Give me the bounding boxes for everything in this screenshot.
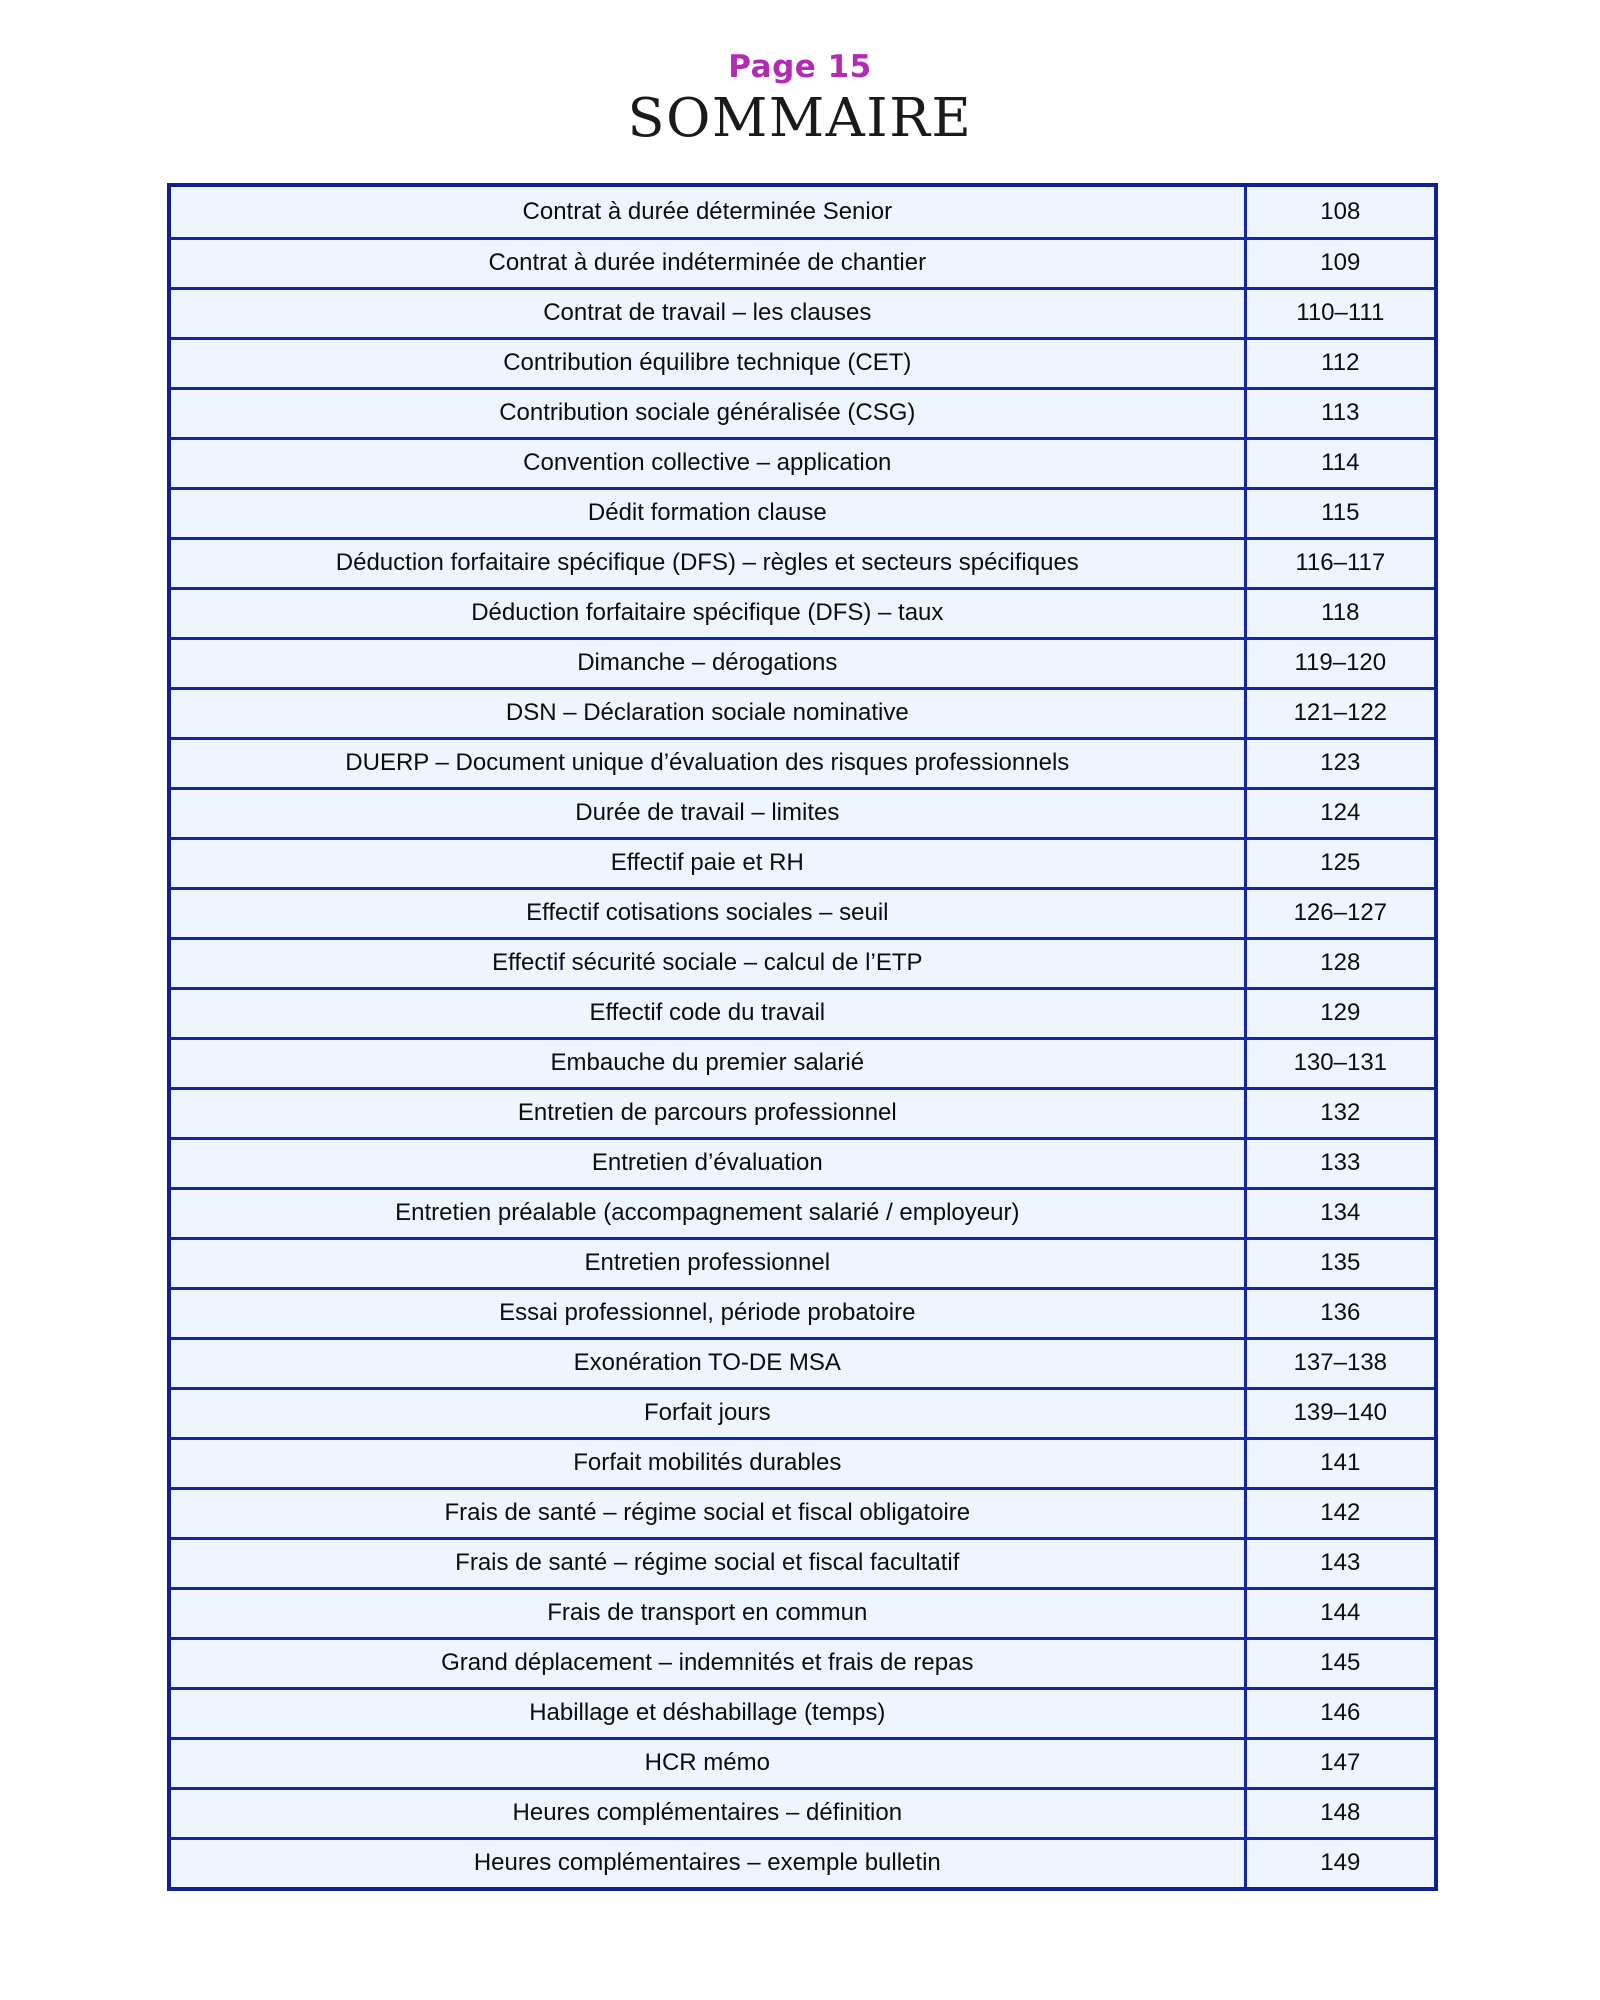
toc-entry-page[interactable]: 133: [1247, 1137, 1434, 1187]
toc-entry-title[interactable]: Frais de transport en commun: [171, 1587, 1247, 1637]
toc-entry-page[interactable]: 136: [1247, 1287, 1434, 1337]
toc-entry-page[interactable]: 121–122: [1247, 687, 1434, 737]
toc-entry-page[interactable]: 139–140: [1247, 1387, 1434, 1437]
toc-entry-page[interactable]: 114: [1247, 437, 1434, 487]
table-row[interactable]: [171, 1087, 1434, 1137]
toc-entry-page[interactable]: 147: [1247, 1737, 1434, 1787]
table-row[interactable]: [171, 837, 1434, 887]
toc-entry-title[interactable]: Frais de santé – régime social et fiscal facultatif: [171, 1537, 1247, 1587]
toc-entry-title[interactable]: Essai professionnel, période probatoire: [171, 1287, 1247, 1337]
table-row[interactable]: [171, 187, 1434, 237]
toc-entry-page[interactable]: 144: [1247, 1587, 1434, 1637]
table-row[interactable]: [171, 387, 1434, 437]
toc-entry-page[interactable]: 132: [1247, 1087, 1434, 1137]
page-title: SOMMAIRE: [627, 88, 973, 149]
toc-entry-page[interactable]: 126–127: [1247, 887, 1434, 937]
toc-entry-title[interactable]: Effectif paie et RH: [171, 837, 1247, 887]
table-row[interactable]: [171, 1587, 1434, 1637]
toc-entry-title[interactable]: Entretien professionnel: [171, 1237, 1247, 1287]
toc-entry-page[interactable]: 143: [1247, 1537, 1434, 1587]
toc-entry-title[interactable]: Convention collective – application: [171, 437, 1247, 487]
toc-entry-title[interactable]: DUERP – Document unique d’évaluation des risques professionnels: [171, 737, 1247, 787]
toc-entry-title[interactable]: Déduction forfaitaire spécifique (DFS) – règles et secteurs spécifiques: [171, 537, 1247, 587]
table-row[interactable]: [171, 1387, 1434, 1437]
table-row[interactable]: [171, 1237, 1434, 1287]
toc-entry-title[interactable]: Contribution équilibre technique (CET): [171, 337, 1247, 387]
table-row[interactable]: [171, 337, 1434, 387]
toc-entry-page[interactable]: 125: [1247, 837, 1434, 887]
table-row[interactable]: [171, 1737, 1434, 1787]
table-row[interactable]: [171, 987, 1434, 1037]
toc-entry-page[interactable]: 129: [1247, 987, 1434, 1037]
toc-entry-page[interactable]: 145: [1247, 1637, 1434, 1687]
toc-entry-page[interactable]: 123: [1247, 737, 1434, 787]
toc-entry-title[interactable]: Entretien préalable (accompagnement salarié / employeur): [171, 1187, 1247, 1237]
toc-entry-title[interactable]: Entretien d’évaluation: [171, 1137, 1247, 1187]
toc-entry-title[interactable]: Habillage et déshabillage (temps): [171, 1687, 1247, 1737]
toc-entry-title[interactable]: Entretien de parcours professionnel: [171, 1087, 1247, 1137]
table-row[interactable]: [171, 637, 1434, 687]
toc-entry-page[interactable]: 110–111: [1247, 287, 1434, 337]
table-row[interactable]: [171, 1137, 1434, 1187]
toc-entry-page[interactable]: 134: [1247, 1187, 1434, 1237]
toc-entry-title[interactable]: Durée de travail – limites: [171, 787, 1247, 837]
table-row[interactable]: [171, 887, 1434, 937]
table-row[interactable]: [171, 587, 1434, 637]
toc-entry-page[interactable]: 116–117: [1247, 537, 1434, 587]
table-row[interactable]: [171, 1837, 1434, 1887]
toc-entry-page[interactable]: 108: [1247, 187, 1434, 237]
table-row[interactable]: [171, 687, 1434, 737]
toc-entry-title[interactable]: Dédit formation clause: [171, 487, 1247, 537]
table-row[interactable]: [171, 1337, 1434, 1387]
toc-entry-page[interactable]: 137–138: [1247, 1337, 1434, 1387]
toc-table-body: [171, 187, 1434, 1887]
toc-entry-page[interactable]: 119–120: [1247, 637, 1434, 687]
table-row[interactable]: [171, 1487, 1434, 1537]
toc-entry-title[interactable]: Effectif sécurité sociale – calcul de l’ETP: [171, 937, 1247, 987]
toc-entry-title[interactable]: Effectif cotisations sociales – seuil: [171, 887, 1247, 937]
toc-entry-title[interactable]: Contrat de travail – les clauses: [171, 287, 1247, 337]
table-row[interactable]: [171, 537, 1434, 587]
toc-entry-page[interactable]: 109: [1247, 237, 1434, 287]
table-row[interactable]: [171, 1637, 1434, 1687]
toc-entry-title[interactable]: Forfait mobilités durables: [171, 1437, 1247, 1487]
toc-entry-title[interactable]: Heures complémentaires – définition: [171, 1787, 1247, 1837]
toc-entry-title[interactable]: Contribution sociale généralisée (CSG): [171, 387, 1247, 437]
page-header: [0, 0, 1600, 147]
toc-entry-title[interactable]: Embauche du premier salarié: [171, 1037, 1247, 1087]
toc-entry-page[interactable]: 128: [1247, 937, 1434, 987]
toc-entry-title[interactable]: HCR mémo: [171, 1737, 1247, 1787]
table-row[interactable]: [171, 1187, 1434, 1237]
toc-entry-title[interactable]: Grand déplacement – indemnités et frais de repas: [171, 1637, 1247, 1687]
toc-entry-page[interactable]: 146: [1247, 1687, 1434, 1737]
toc-entry-page[interactable]: 148: [1247, 1787, 1434, 1837]
toc-entry-title[interactable]: Forfait jours: [171, 1387, 1247, 1437]
table-row[interactable]: [171, 287, 1434, 337]
table-row[interactable]: [171, 787, 1434, 837]
toc-entry-title[interactable]: DSN – Déclaration sociale nominative: [171, 687, 1247, 737]
table-row[interactable]: [171, 1687, 1434, 1737]
toc-table: [167, 183, 1438, 1891]
table-row[interactable]: [171, 487, 1434, 537]
toc-entry-page[interactable]: 130–131: [1247, 1037, 1434, 1087]
toc-entry-page[interactable]: 149: [1247, 1837, 1434, 1887]
toc-entry-title[interactable]: Frais de santé – régime social et fiscal obligatoire: [171, 1487, 1247, 1537]
toc-entry-title[interactable]: Contrat à durée déterminée Senior: [171, 187, 1247, 237]
toc-entry-title[interactable]: Exonération TO-DE MSA: [171, 1337, 1247, 1387]
toc-entry-page[interactable]: 113: [1247, 387, 1434, 437]
page-number-label: Page 15: [728, 49, 872, 85]
toc-entry-page[interactable]: 115: [1247, 487, 1434, 537]
toc-entry-page[interactable]: 135: [1247, 1237, 1434, 1287]
toc-entry-page[interactable]: 118: [1247, 587, 1434, 637]
toc-entry-title[interactable]: Heures complémentaires – exemple bulletin: [171, 1837, 1247, 1887]
toc-entry-title[interactable]: Contrat à durée indéterminée de chantier: [171, 237, 1247, 287]
toc-entry-page[interactable]: 141: [1247, 1437, 1434, 1487]
toc-entry-title[interactable]: Déduction forfaitaire spécifique (DFS) – taux: [171, 587, 1247, 637]
table-row[interactable]: [171, 737, 1434, 787]
table-of-contents: [167, 183, 1438, 1891]
table-row[interactable]: [171, 437, 1434, 487]
table-row[interactable]: [171, 1287, 1434, 1337]
table-row[interactable]: [171, 1537, 1434, 1587]
table-row[interactable]: [171, 1787, 1434, 1837]
toc-entry-page[interactable]: 142: [1247, 1487, 1434, 1537]
toc-entry-page[interactable]: 124: [1247, 787, 1434, 837]
table-row[interactable]: [171, 1437, 1434, 1487]
table-row[interactable]: [171, 1037, 1434, 1087]
table-row[interactable]: [171, 237, 1434, 287]
toc-entry-page[interactable]: 112: [1247, 337, 1434, 387]
toc-entry-title[interactable]: Effectif code du travail: [171, 987, 1247, 1037]
toc-entry-title[interactable]: Dimanche – dérogations: [171, 637, 1247, 687]
table-row[interactable]: [171, 937, 1434, 987]
